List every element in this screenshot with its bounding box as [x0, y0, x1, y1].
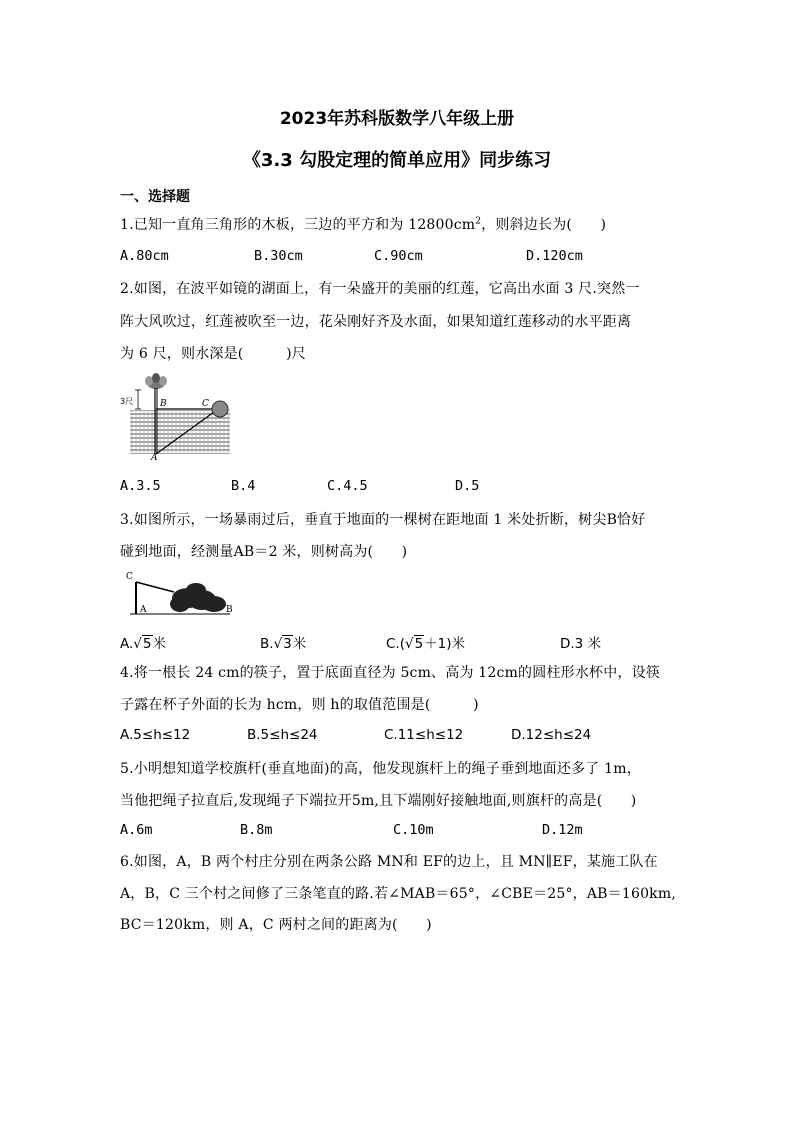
question-4-line-1: 4.将一根长 24 cm的筷子，置于底面直径为 5cm、高为 12cm的圆柱形水杯中，设筷: [120, 665, 661, 681]
q3-option-b: B.√3米: [260, 636, 307, 652]
fig2-label-a: A: [151, 453, 158, 460]
worksheet-title: 2023年苏科版数学八年级上册: [279, 109, 515, 129]
worksheet-subtitle: 《3.3 勾股定理的简单应用》同步练习: [242, 150, 552, 171]
question-1-text-b: ，则斜边长为( ): [481, 217, 607, 233]
water-area: [130, 410, 230, 454]
lotus-figure: [118, 372, 236, 460]
fig2-label-b: B: [160, 399, 167, 409]
question-5-line-2: 当他把绳子拉直后,发现绳子下端拉开5m,且下端刚好接触地面,则旗杆的高是( ): [120, 793, 637, 809]
q1-option-b: B.30cm: [254, 248, 303, 264]
fig3-label-a: A: [140, 605, 147, 615]
question-5-line-1: 5.小明想知道学校旗杆(垂直地面)的高，他发现旗杆上的绳子垂到地面还多了 1m，: [120, 761, 641, 777]
question-1: [120, 214, 606, 234]
q3-option-a: A.√5米: [120, 636, 166, 652]
q4-option-d: D.12≤h≤24: [511, 727, 592, 743]
q4-option-a: A.5≤h≤12: [120, 727, 191, 743]
question-3-line-2: 碰到地面，经测量AB＝2 米，则树高为( ): [120, 544, 408, 560]
question-3-line-1: 3.如图所示，一场暴雨过后，垂直于地面的一棵树在距地面 1 米处折断，树尖B恰好: [120, 512, 646, 528]
q4-option-b: B.5≤h≤24: [247, 727, 318, 743]
q5-option-b: B.8m: [240, 822, 273, 838]
q1-option-c: C.90cm: [374, 248, 423, 264]
q1-option-d: D.120cm: [526, 248, 583, 264]
question-1-superscript: 2: [475, 216, 482, 227]
question-6-line-3: BC＝120km，则 A，C 两村之间的距离为( ): [120, 917, 432, 933]
fig2-label-3chi: 3尺: [120, 397, 134, 406]
question-1-text-a: 1.已知一直角三角形的木板，三边的平方和为 12800cm: [120, 217, 476, 233]
q2-option-a: A.3.5: [120, 478, 161, 494]
q5-option-a: A.6m: [120, 822, 153, 838]
q1-option-a: A.80cm: [120, 248, 169, 264]
q2-option-c: C.4.5: [327, 478, 368, 494]
q5-option-d: D.12m: [542, 822, 583, 838]
question-2-line-2: 阵大风吹过，红莲被吹至一边，花朵刚好齐及水面，如果知道红莲移动的水平距离: [120, 314, 632, 330]
question-4-line-2: 子露在杯子外面的长为 hcm，则 h的取值范围是( ): [120, 697, 479, 713]
question-2-line-1: 2.如图，在波平如镜的湖面上，有一朵盛开的美丽的红莲，它高出水面 3 尺.突然一: [120, 281, 640, 297]
broken-tree-figure: [122, 570, 238, 616]
tree-crown-icon: [170, 583, 226, 612]
q4-option-c: C.11≤h≤12: [384, 727, 464, 743]
q5-option-c: C.10m: [393, 822, 434, 838]
q2-option-d: D.5: [455, 478, 480, 494]
q3-option-c: C.(√5＋1)米: [386, 636, 466, 652]
question-6-line-1: 6.如图，A，B 两个村庄分别在两条公路 MN和 EF的边上，且 MN∥EF，某施工队在: [120, 854, 658, 870]
fig3-label-b: B: [226, 605, 233, 615]
sqrt-icon: √5: [133, 636, 152, 652]
lotus-flower-icon: [145, 373, 167, 389]
q3-option-d: D.3 米: [560, 636, 602, 652]
moved-flower-icon: [212, 401, 228, 417]
section-heading: 一、选择题: [120, 189, 190, 205]
q2-option-b: B.4: [231, 478, 256, 494]
sqrt-icon: √3: [273, 636, 292, 652]
broken-trunk: [136, 582, 174, 592]
sqrt-icon: √5: [404, 636, 424, 652]
question-6-line-2: A，B，C 三个村之间修了三条笔直的路.若∠MAB＝65°，∠CBE＝25°，AB＝160km,: [120, 886, 676, 902]
fig2-label-c: C: [202, 399, 209, 409]
fig3-label-c: C: [126, 572, 133, 582]
question-2-line-3: 为 6 尺，则水深是( )尺: [120, 346, 306, 362]
